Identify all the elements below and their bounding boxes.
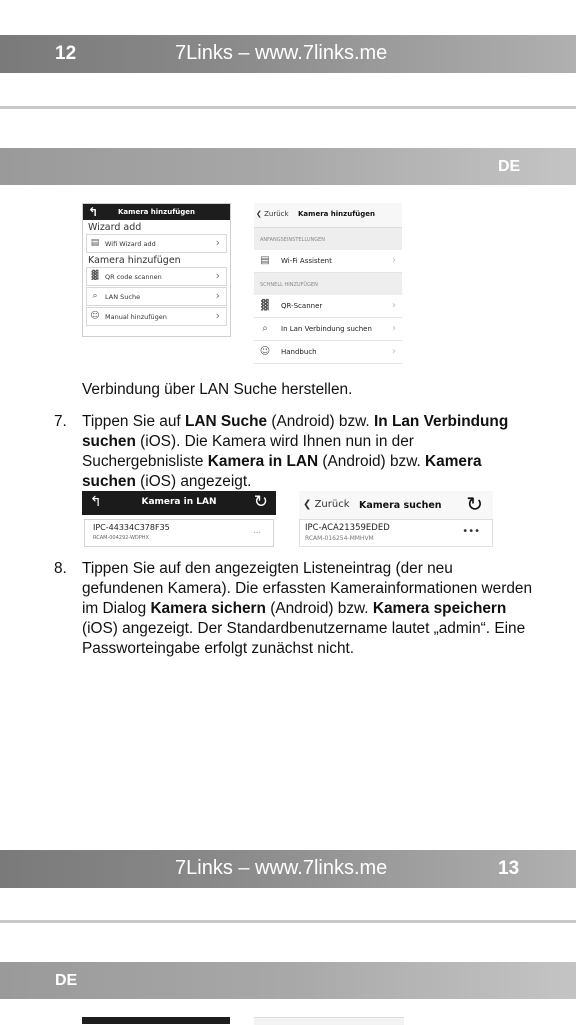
chevron-right-icon: › [392, 323, 396, 334]
list-item-label: Wifi Wizard add [105, 240, 156, 248]
list-item [254, 341, 402, 364]
back-arrow-icon: ↰ [88, 205, 99, 219]
back-arrow-icon: ↰ [90, 494, 102, 510]
ios-lan-screenshot [299, 491, 493, 547]
chevron-right-icon: › [392, 346, 396, 357]
section-header: SCHNELL HINZUFÜGEN [254, 273, 402, 295]
chevron-right-icon: › [215, 289, 220, 302]
add-section-label: Kamera hinzufügen [88, 255, 181, 266]
chevron-right-icon: › [392, 255, 396, 266]
ios-nav-bar [254, 203, 402, 228]
user-icon: ☺ [259, 346, 271, 357]
next-screenshot-android [82, 1017, 230, 1024]
list-item-label: Handbuch [281, 348, 317, 356]
ios-lan-nav-bar [299, 491, 493, 520]
ios-title: Kamera hinzufügen [298, 210, 375, 218]
qr-code-icon: ▓ [261, 300, 269, 311]
page-header-band [0, 35, 576, 73]
divider [0, 106, 576, 109]
page-footer-band [0, 850, 576, 888]
chevron-right-icon: › [215, 236, 220, 249]
android-title: Kamera hinzufügen [118, 208, 195, 216]
wifi-icon: ▤ [260, 255, 270, 266]
wifi-icon: ▤ [90, 238, 100, 248]
ios-add-camera-screenshot [254, 203, 402, 366]
list-item [86, 287, 227, 306]
user-icon: ☺ [90, 311, 100, 321]
intro-text: Verbindung über LAN Suche herstellen. [82, 381, 353, 398]
search-icon: ⌕ [92, 291, 98, 301]
search-icon: ⌕ [262, 323, 268, 334]
step-7-text: Tippen Sie auf LAN Suche (Android) bzw. In Lan Verbindung suchen (iOS). Die Kamera wird Ihnen nun in der Suchergebnisliste Kamera in LAN (Android) bzw. Kamera suchen (iOS) angezeigt. [82, 413, 509, 490]
refresh-icon: ↻ [466, 492, 483, 516]
device-sub: RCAM-004292-WDPHX [93, 535, 149, 541]
back-link: ❮ Zurück [303, 499, 350, 510]
list-item-label: In Lan Verbindung suchen [281, 325, 372, 333]
wizard-section-label: Wizard add [88, 222, 142, 233]
site-title: 7Links – www.7links.me [175, 857, 388, 879]
list-item-label: LAN Suche [105, 293, 141, 301]
divider [0, 920, 576, 923]
section-band [0, 962, 576, 999]
android-title-bar [83, 204, 230, 220]
refresh-icon: ↻ [253, 492, 268, 512]
step-number: 8. [54, 560, 67, 577]
more-icon: ••• [462, 526, 480, 537]
android-lan-title-bar [82, 491, 276, 515]
step-number: 7. [54, 413, 67, 430]
list-item [86, 267, 227, 286]
device-row [84, 519, 274, 547]
android-add-camera-screenshot [82, 203, 231, 337]
android-lan-title: Kamera in LAN [141, 497, 217, 507]
site-title: 7Links – www.7links.me [175, 42, 388, 64]
list-item [254, 318, 402, 341]
section-band [0, 148, 576, 185]
list-item [86, 307, 227, 326]
device-id: IPC-ACA21359EDED [305, 523, 390, 533]
list-item-label: QR code scannen [105, 273, 162, 281]
qr-code-icon: ▓ [91, 271, 99, 281]
chevron-right-icon: › [392, 300, 396, 311]
list-item-label: Wi-Fi Assistent [281, 257, 332, 265]
chevron-right-icon: › [215, 269, 220, 282]
android-lan-screenshot [82, 491, 276, 547]
language-label: DE [55, 972, 78, 989]
language-label: DE [498, 158, 521, 175]
ios-lan-title: Kamera suchen [359, 500, 442, 511]
page-number: 13 [498, 858, 520, 879]
step-8-text: Tippen Sie auf den angezeigten Listeneintrag (der neu gefundenen Kamera). Die erfassten Kamerainformationen werden im Dialog Kamera sichern (Android) bzw. Kamera speichern (iOS) angezeigt. Der Standardbenutzername lautet „admin“. Eine Passworteingabe erfolgt zunächst nicht. [82, 560, 533, 657]
device-row [299, 520, 493, 547]
page-number: 12 [55, 43, 77, 64]
section-header: ANFANGSEINSTELLUNGEN [254, 228, 402, 250]
list-item-label: Manual hinzufügen [105, 313, 167, 321]
chevron-right-icon: › [215, 309, 220, 322]
list-item [86, 234, 227, 253]
list-item [254, 250, 402, 273]
list-item [254, 295, 402, 318]
back-link: ❮ Zurück [256, 210, 289, 218]
list-item-label: QR-Scanner [281, 302, 323, 310]
device-sub: RCAM-016254-MMHVM [305, 535, 374, 542]
more-icon: ... [253, 526, 261, 535]
device-id: IPC-44334C378F35 [93, 523, 170, 532]
